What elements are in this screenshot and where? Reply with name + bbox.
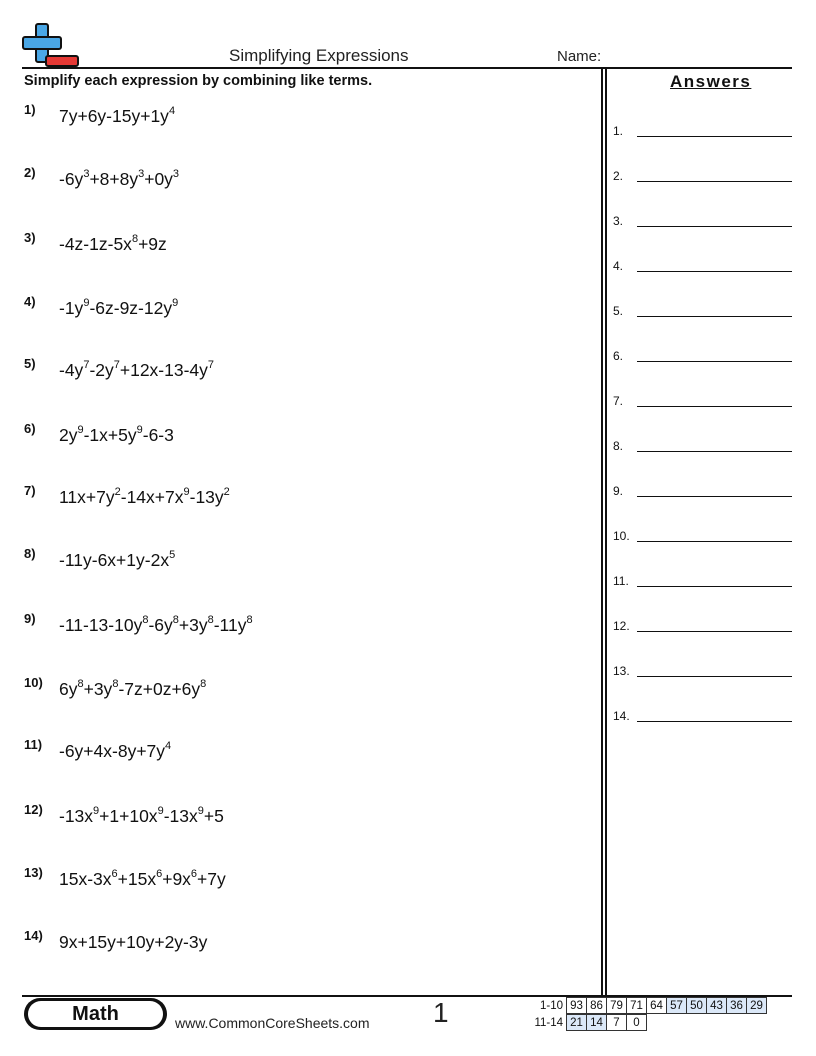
answer-number: 13. bbox=[613, 664, 630, 678]
problem-expression bbox=[59, 298, 178, 319]
answer-blank[interactable] bbox=[637, 631, 792, 632]
expression-term: +15x bbox=[117, 869, 157, 889]
expression-term: -14x+7x bbox=[120, 487, 184, 507]
commoncoresheets-logo bbox=[22, 22, 80, 68]
answer-row bbox=[613, 529, 793, 549]
website-url: www.CommonCoreSheets.com bbox=[175, 1015, 370, 1031]
expression-term: -6-3 bbox=[142, 425, 174, 445]
problem-expression bbox=[59, 234, 167, 255]
exponent: 4 bbox=[168, 105, 176, 117]
answer-number: 10. bbox=[613, 529, 630, 543]
score-cell: 64 bbox=[647, 998, 667, 1014]
exponent: 8 bbox=[200, 678, 207, 690]
answer-number: 8. bbox=[613, 439, 624, 453]
problem-number: 5) bbox=[24, 356, 36, 371]
score-cell: 93 bbox=[567, 998, 587, 1014]
problem-number: 4) bbox=[24, 294, 36, 309]
problem-expression bbox=[59, 169, 179, 190]
exponent: 9 bbox=[77, 424, 84, 436]
problem-number: 9) bbox=[24, 611, 36, 626]
expression-term: -4z-1z-5x bbox=[59, 234, 132, 254]
problem-number: 7) bbox=[24, 483, 36, 498]
answer-number: 11. bbox=[613, 574, 629, 588]
exponent: 3 bbox=[83, 168, 90, 180]
score-cell: 14 bbox=[587, 1015, 607, 1031]
exponent: 8 bbox=[246, 614, 253, 626]
expression-term: -11-13-10y bbox=[59, 615, 143, 635]
score-cell: 79 bbox=[607, 998, 627, 1014]
problem-number: 10) bbox=[24, 675, 43, 690]
problem-number: 2) bbox=[24, 165, 36, 180]
expression-term: -6y bbox=[148, 615, 173, 635]
score-cell: 21 bbox=[567, 1015, 587, 1031]
score-cell: 43 bbox=[707, 998, 727, 1014]
answer-row bbox=[613, 124, 793, 144]
expression-term: 6y bbox=[59, 679, 78, 699]
answer-row bbox=[613, 349, 793, 369]
answer-row bbox=[613, 169, 793, 189]
answer-row bbox=[613, 439, 793, 459]
expression-term: -11y bbox=[213, 615, 247, 635]
header-divider bbox=[22, 67, 792, 69]
exponent: 9 bbox=[197, 805, 204, 817]
answer-number: 9. bbox=[613, 484, 624, 498]
expression-term: -6y+4x-8y+7y bbox=[59, 741, 166, 761]
score-table-row-1 bbox=[527, 997, 767, 1014]
expression-term: +5 bbox=[203, 806, 224, 826]
score-cell: 36 bbox=[727, 998, 747, 1014]
exponent: 3 bbox=[138, 168, 145, 180]
answer-blank[interactable] bbox=[637, 361, 792, 362]
problem-expression bbox=[59, 106, 175, 127]
problem-expression bbox=[59, 679, 206, 700]
problem-expression bbox=[59, 741, 171, 762]
answer-number: 6. bbox=[613, 349, 624, 363]
exponent: 6 bbox=[111, 868, 118, 880]
problem-number: 6) bbox=[24, 421, 36, 436]
answer-number: 12. bbox=[613, 619, 630, 633]
answer-blank[interactable] bbox=[637, 316, 792, 317]
problem-expression bbox=[59, 550, 175, 571]
expression-term: +0y bbox=[144, 169, 173, 189]
score-cell: 50 bbox=[687, 998, 707, 1014]
exponent: 2 bbox=[114, 486, 121, 498]
answer-blank[interactable] bbox=[637, 676, 792, 677]
expression-term: +12x-13-4y bbox=[119, 360, 208, 380]
expression-term: 9x+15y+10y+2y-3y bbox=[59, 932, 208, 952]
column-divider-left bbox=[601, 68, 603, 995]
expression-term: 2y bbox=[59, 425, 78, 445]
expression-term: +1+10x bbox=[99, 806, 158, 826]
answer-blank[interactable] bbox=[637, 541, 792, 542]
problem-expression bbox=[59, 487, 230, 508]
exponent: 7 bbox=[207, 359, 215, 371]
exponent: 3 bbox=[172, 168, 180, 180]
answer-blank[interactable] bbox=[637, 136, 792, 137]
answer-row bbox=[613, 214, 793, 234]
expression-term: 15x-3x bbox=[59, 869, 112, 889]
exponent: 8 bbox=[207, 614, 214, 626]
page-number: 1 bbox=[433, 997, 449, 1028]
score-cell: 57 bbox=[667, 998, 687, 1014]
name-label: Name: bbox=[557, 48, 602, 65]
problem-expression bbox=[59, 869, 226, 890]
score-cell: 86 bbox=[587, 998, 607, 1014]
expression-term: -13x bbox=[163, 806, 198, 826]
expression-term: +3y bbox=[83, 679, 113, 699]
exponent: 4 bbox=[165, 740, 172, 752]
answer-blank[interactable] bbox=[637, 496, 792, 497]
answer-blank[interactable] bbox=[637, 721, 792, 722]
score-cell: 29 bbox=[747, 998, 767, 1014]
expression-term: -4y bbox=[59, 360, 84, 380]
exponent: 9 bbox=[183, 486, 190, 498]
expression-term: -13y bbox=[189, 487, 224, 507]
expression-term: -6z-9z-12y bbox=[89, 298, 173, 318]
expression-term: -1y bbox=[59, 298, 84, 318]
answer-number: 2. bbox=[613, 169, 624, 183]
problem-number: 3) bbox=[24, 230, 36, 245]
answer-blank[interactable] bbox=[637, 586, 792, 587]
answer-row bbox=[613, 664, 793, 684]
answer-blank[interactable] bbox=[637, 181, 792, 182]
answer-row bbox=[613, 484, 793, 504]
exponent: 9 bbox=[83, 297, 90, 309]
exponent: 6 bbox=[156, 868, 163, 880]
exponent: 5 bbox=[169, 549, 176, 561]
problem-expression bbox=[59, 615, 253, 636]
exponent: 8 bbox=[142, 614, 149, 626]
column-divider-right bbox=[605, 68, 607, 995]
expression-term: +3y bbox=[178, 615, 208, 635]
expression-term: +8+8y bbox=[89, 169, 139, 189]
expression-term: +9x bbox=[162, 869, 191, 889]
answer-number: 4. bbox=[613, 259, 624, 273]
answer-number: 14. bbox=[613, 709, 630, 723]
problem-number: 11) bbox=[24, 737, 43, 752]
problem-number: 1) bbox=[24, 102, 36, 117]
score-cell: 7 bbox=[607, 1015, 627, 1031]
expression-term: -1x+5y bbox=[83, 425, 137, 445]
expression-term: -11y-6x+1y-2x bbox=[59, 550, 170, 570]
problem-number: 14) bbox=[24, 928, 43, 943]
answers-heading: Answers bbox=[670, 72, 752, 91]
answer-number: 5. bbox=[613, 304, 624, 318]
answer-row bbox=[613, 709, 793, 729]
answer-row bbox=[613, 394, 793, 414]
problem-expression bbox=[59, 360, 214, 381]
problem-expression bbox=[59, 425, 174, 446]
expression-term: -13x bbox=[59, 806, 94, 826]
answer-blank[interactable] bbox=[637, 226, 792, 227]
instructions: Simplify each expression by combining like terms. bbox=[24, 73, 373, 89]
score-range-label: 11-14 bbox=[534, 1016, 563, 1029]
expression-term: 7y+6y-15y+1y bbox=[59, 106, 169, 126]
problem-expression bbox=[59, 932, 207, 953]
exponent: 8 bbox=[172, 614, 179, 626]
score-cell: 71 bbox=[627, 998, 647, 1014]
expression-term: -7z+0z+6y bbox=[118, 679, 201, 699]
exponent: 8 bbox=[77, 678, 84, 690]
subject-label: Math bbox=[28, 1001, 163, 1027]
score-range-label: 1-10 bbox=[539, 999, 563, 1012]
exponent: 7 bbox=[113, 359, 120, 371]
subject-badge bbox=[24, 998, 167, 1030]
exponent: 9 bbox=[93, 805, 100, 817]
exponent: 7 bbox=[83, 359, 90, 371]
answer-blank[interactable] bbox=[637, 451, 792, 452]
answer-row bbox=[613, 259, 793, 279]
problem-expression bbox=[59, 806, 224, 827]
score-table-row-2 bbox=[527, 1014, 647, 1031]
answer-row bbox=[613, 619, 793, 639]
answer-number: 7. bbox=[613, 394, 624, 408]
exponent: 2 bbox=[223, 486, 230, 498]
expression-term: +9z bbox=[138, 234, 167, 254]
exponent: 8 bbox=[131, 233, 139, 245]
exponent: 9 bbox=[157, 805, 164, 817]
exponent: 9 bbox=[136, 424, 143, 436]
answer-number: 1. bbox=[613, 124, 624, 138]
expression-term: 11x+7y bbox=[59, 487, 115, 507]
problem-number: 8) bbox=[24, 546, 36, 561]
answer-blank[interactable] bbox=[637, 271, 792, 272]
expression-term: +7y bbox=[197, 869, 226, 889]
expression-term: -6y bbox=[59, 169, 84, 189]
exponent: 8 bbox=[112, 678, 119, 690]
answer-blank[interactable] bbox=[637, 406, 792, 407]
problem-number: 12) bbox=[24, 802, 43, 817]
answer-number: 3. bbox=[613, 214, 624, 228]
score-cell: 0 bbox=[627, 1015, 647, 1031]
exponent: 9 bbox=[172, 297, 179, 309]
problem-number: 13) bbox=[24, 865, 43, 880]
worksheet-title: Simplifying Expressions bbox=[229, 46, 409, 65]
exponent: 6 bbox=[190, 868, 198, 880]
expression-term: -2y bbox=[89, 360, 114, 380]
answer-row bbox=[613, 304, 793, 324]
answer-row bbox=[613, 574, 793, 594]
